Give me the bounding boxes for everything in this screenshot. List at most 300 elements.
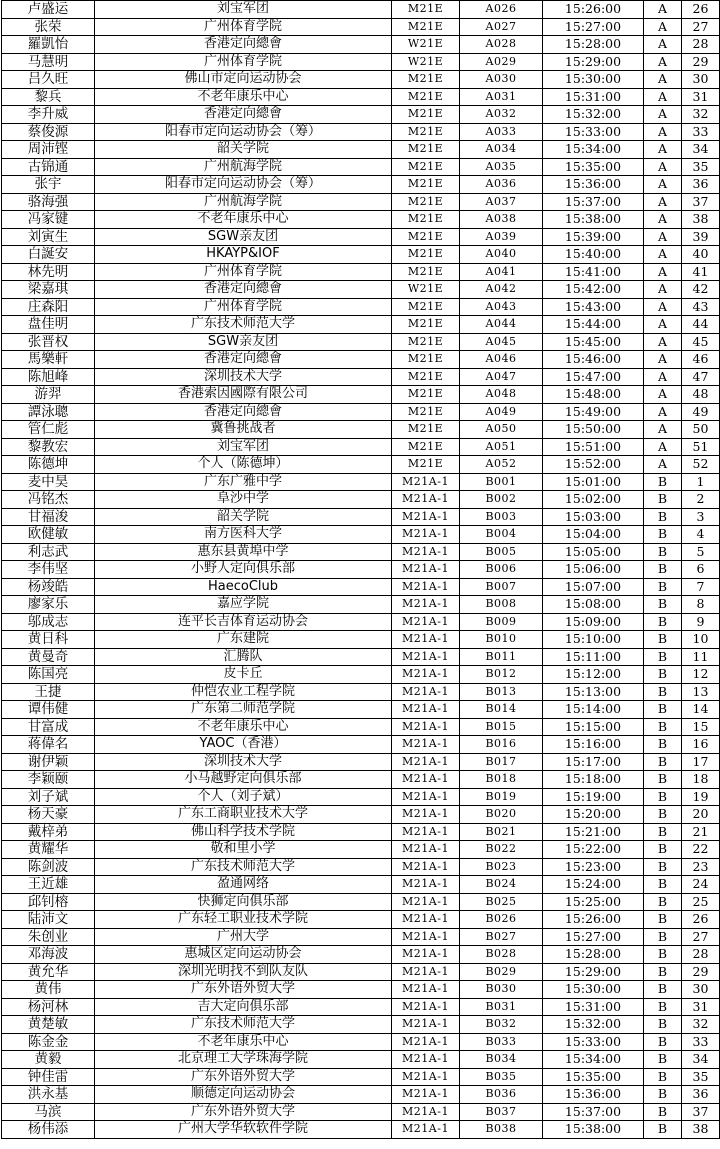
table-row <box>2 263 720 281</box>
bib-number-cell: A026 <box>460 1 543 19</box>
bib-number-cell: A034 <box>460 141 543 159</box>
start-time-cell: 15:43:00 <box>543 298 644 316</box>
runner-name-cell: 杨竣皓 <box>2 578 95 596</box>
start-group-cell: A <box>644 88 682 106</box>
runner-name-cell: 黄伟 <box>2 981 95 999</box>
class-cell: M21A-1 <box>392 701 460 719</box>
table-row <box>2 246 720 264</box>
club-cell: 刘宝军团 <box>95 438 392 456</box>
runner-name-cell: 盘佳明 <box>2 316 95 334</box>
start-order-cell: 35 <box>682 1068 720 1086</box>
start-time-cell: 15:39:00 <box>543 228 644 246</box>
runner-name-cell: 管仁彪 <box>2 421 95 439</box>
start-order-cell: 31 <box>682 88 720 106</box>
start-time-cell: 15:19:00 <box>543 788 644 806</box>
start-time-cell: 15:03:00 <box>543 508 644 526</box>
start-group-cell: A <box>644 193 682 211</box>
club-cell: 香港定向總會 <box>95 281 392 299</box>
table-row <box>2 351 720 369</box>
start-group-cell: B <box>644 893 682 911</box>
start-order-cell: 29 <box>682 53 720 71</box>
table-row <box>2 736 720 754</box>
start-group-cell: B <box>644 1016 682 1034</box>
start-group-cell: A <box>644 421 682 439</box>
bib-number-cell: B037 <box>460 1103 543 1121</box>
class-cell: M21E <box>392 123 460 141</box>
club-cell: 阳春市定向运动协会（筹） <box>95 123 392 141</box>
club-cell: 广州航海学院 <box>95 158 392 176</box>
runner-name-cell: 谭伟健 <box>2 701 95 719</box>
bib-number-cell: B014 <box>460 701 543 719</box>
start-group-cell: B <box>644 613 682 631</box>
runner-name-cell: 庄森阳 <box>2 298 95 316</box>
start-order-cell: 9 <box>682 613 720 631</box>
class-cell: M21E <box>392 228 460 246</box>
start-group-cell: A <box>644 298 682 316</box>
start-group-cell: A <box>644 211 682 229</box>
class-cell: M21A-1 <box>392 1121 460 1139</box>
bib-number-cell: B036 <box>460 1086 543 1104</box>
start-order-cell: 37 <box>682 1103 720 1121</box>
club-cell: 个人（陈德坤） <box>95 456 392 474</box>
class-cell: M21E <box>392 351 460 369</box>
start-order-cell: 30 <box>682 981 720 999</box>
bib-number-cell: B025 <box>460 893 543 911</box>
class-cell: M21E <box>392 106 460 124</box>
start-order-cell: 33 <box>682 1033 720 1051</box>
club-cell: 广州体育学院 <box>95 53 392 71</box>
table-row <box>2 123 720 141</box>
table-row <box>2 771 720 789</box>
start-time-cell: 15:06:00 <box>543 561 644 579</box>
start-order-cell: 34 <box>682 1051 720 1069</box>
class-cell: M21E <box>392 88 460 106</box>
runner-name-cell: 梁嘉琪 <box>2 281 95 299</box>
bib-number-cell: B006 <box>460 561 543 579</box>
club-cell: 广州航海学院 <box>95 193 392 211</box>
club-cell: 顺德定向运动协会 <box>95 1086 392 1104</box>
start-time-cell: 15:51:00 <box>543 438 644 456</box>
bib-number-cell: B032 <box>460 1016 543 1034</box>
runner-name-cell: 白誕安 <box>2 246 95 264</box>
club-cell: 广东工商职业技术大学 <box>95 806 392 824</box>
class-cell: M21E <box>392 421 460 439</box>
start-group-cell: B <box>644 648 682 666</box>
class-cell: M21A-1 <box>392 736 460 754</box>
table-row <box>2 333 720 351</box>
club-cell: 广东技术师范大学 <box>95 316 392 334</box>
runner-name-cell: 黎教宏 <box>2 438 95 456</box>
start-order-cell: 11 <box>682 648 720 666</box>
table-row <box>2 928 720 946</box>
class-cell: W21E <box>392 281 460 299</box>
start-order-cell: 28 <box>682 946 720 964</box>
start-order-cell: 6 <box>682 561 720 579</box>
start-time-cell: 15:01:00 <box>543 473 644 491</box>
start-time-cell: 15:36:00 <box>543 176 644 194</box>
start-group-cell: B <box>644 1051 682 1069</box>
start-group-cell: A <box>644 316 682 334</box>
start-group-cell: A <box>644 36 682 54</box>
class-cell: M21A-1 <box>392 543 460 561</box>
bib-number-cell: B023 <box>460 858 543 876</box>
start-order-cell: 20 <box>682 806 720 824</box>
table-row <box>2 386 720 404</box>
start-time-cell: 15:16:00 <box>543 736 644 754</box>
start-time-cell: 15:50:00 <box>543 421 644 439</box>
bib-number-cell: B004 <box>460 526 543 544</box>
start-time-cell: 15:31:00 <box>543 998 644 1016</box>
table-row <box>2 876 720 894</box>
class-cell: M21E <box>392 158 460 176</box>
runner-name-cell: 朱创业 <box>2 928 95 946</box>
start-group-cell: B <box>644 753 682 771</box>
start-list-rows <box>2 1 720 1139</box>
bib-number-cell: A042 <box>460 281 543 299</box>
class-cell: M21A-1 <box>392 491 460 509</box>
table-row <box>2 701 720 719</box>
runner-name-cell: 蔡俊源 <box>2 123 95 141</box>
class-cell: M21A-1 <box>392 526 460 544</box>
runner-name-cell: 邓海波 <box>2 946 95 964</box>
start-order-cell: 52 <box>682 456 720 474</box>
start-order-cell: 42 <box>682 281 720 299</box>
start-time-cell: 15:28:00 <box>543 36 644 54</box>
start-group-cell: A <box>644 1 682 19</box>
runner-name-cell: 陈旭峰 <box>2 368 95 386</box>
start-group-cell: B <box>644 1068 682 1086</box>
start-time-cell: 15:27:00 <box>543 18 644 36</box>
runner-name-cell: 杨伟添 <box>2 1121 95 1139</box>
bib-number-cell: B022 <box>460 841 543 859</box>
bib-number-cell: B013 <box>460 683 543 701</box>
runner-name-cell: 邱钊榕 <box>2 893 95 911</box>
table-row <box>2 316 720 334</box>
bib-number-cell: B017 <box>460 753 543 771</box>
runner-name-cell: 陈国亮 <box>2 666 95 684</box>
club-cell: 广东技术师范大学 <box>95 858 392 876</box>
table-row <box>2 613 720 631</box>
class-cell: M21A-1 <box>392 963 460 981</box>
start-order-cell: 27 <box>682 18 720 36</box>
class-cell: M21A-1 <box>392 1068 460 1086</box>
table-row <box>2 998 720 1016</box>
table-row <box>2 683 720 701</box>
bib-number-cell: A027 <box>460 18 543 36</box>
class-cell: W21E <box>392 36 460 54</box>
club-cell: 盈通网络 <box>95 876 392 894</box>
class-cell: M21E <box>392 386 460 404</box>
bib-number-cell: B021 <box>460 823 543 841</box>
table-row <box>2 1051 720 1069</box>
bib-number-cell: B027 <box>460 928 543 946</box>
table-row <box>2 193 720 211</box>
start-group-cell: B <box>644 876 682 894</box>
bib-number-cell: A039 <box>460 228 543 246</box>
start-group-cell: A <box>644 386 682 404</box>
start-time-cell: 15:38:00 <box>543 211 644 229</box>
bib-number-cell: A048 <box>460 386 543 404</box>
table-row <box>2 788 720 806</box>
club-cell: 仲恺农业工程学院 <box>95 683 392 701</box>
club-cell: 深圳光明找不到队友队 <box>95 963 392 981</box>
runner-name-cell: 马慧明 <box>2 53 95 71</box>
start-order-cell: 25 <box>682 893 720 911</box>
table-row <box>2 141 720 159</box>
bib-number-cell: B018 <box>460 771 543 789</box>
club-cell: 刘宝军团 <box>95 1 392 19</box>
club-cell: SGW亲友团 <box>95 228 392 246</box>
start-group-cell: B <box>644 981 682 999</box>
runner-name-cell: 李颖颐 <box>2 771 95 789</box>
club-cell: 广州体育学院 <box>95 263 392 281</box>
bib-number-cell: A043 <box>460 298 543 316</box>
start-order-cell: 28 <box>682 36 720 54</box>
runner-name-cell: 甘富成 <box>2 718 95 736</box>
class-cell: M21E <box>392 18 460 36</box>
club-cell: 个人（刘子斌） <box>95 788 392 806</box>
club-cell: 韶关学院 <box>95 141 392 159</box>
start-group-cell: B <box>644 928 682 946</box>
club-cell: 广东轻工职业技术学院 <box>95 911 392 929</box>
class-cell: M21E <box>392 193 460 211</box>
table-row <box>2 718 720 736</box>
runner-name-cell: 卢盛运 <box>2 1 95 19</box>
class-cell: M21A-1 <box>392 1016 460 1034</box>
bib-number-cell: B010 <box>460 631 543 649</box>
start-order-cell: 31 <box>682 998 720 1016</box>
runner-name-cell: 周沛铿 <box>2 141 95 159</box>
club-cell: 韶关学院 <box>95 508 392 526</box>
table-row <box>2 526 720 544</box>
start-time-cell: 15:29:00 <box>543 963 644 981</box>
start-time-cell: 15:14:00 <box>543 701 644 719</box>
table-row <box>2 281 720 299</box>
class-cell: M21A-1 <box>392 596 460 614</box>
start-time-cell: 15:29:00 <box>543 53 644 71</box>
runner-name-cell: 馬樂軒 <box>2 351 95 369</box>
class-cell: M21E <box>392 438 460 456</box>
bib-number-cell: B035 <box>460 1068 543 1086</box>
bib-number-cell: B007 <box>460 578 543 596</box>
runner-name-cell: 张宇 <box>2 176 95 194</box>
start-group-cell: A <box>644 456 682 474</box>
bib-number-cell: B031 <box>460 998 543 1016</box>
start-time-cell: 15:15:00 <box>543 718 644 736</box>
bib-number-cell: A037 <box>460 193 543 211</box>
bib-number-cell: B034 <box>460 1051 543 1069</box>
start-order-cell: 40 <box>682 246 720 264</box>
bib-number-cell: B024 <box>460 876 543 894</box>
table-row <box>2 421 720 439</box>
bib-number-cell: B002 <box>460 491 543 509</box>
start-order-cell: 17 <box>682 753 720 771</box>
bib-number-cell: A047 <box>460 368 543 386</box>
start-group-cell: B <box>644 1086 682 1104</box>
start-time-cell: 15:49:00 <box>543 403 644 421</box>
runner-name-cell: 譚泳聰 <box>2 403 95 421</box>
start-order-cell: 33 <box>682 123 720 141</box>
runner-name-cell: 邬成志 <box>2 613 95 631</box>
start-order-cell: 21 <box>682 823 720 841</box>
runner-name-cell: 陈金金 <box>2 1033 95 1051</box>
table-row <box>2 893 720 911</box>
start-group-cell: B <box>644 1103 682 1121</box>
start-group-cell: B <box>644 858 682 876</box>
table-row <box>2 211 720 229</box>
start-group-cell: B <box>644 1033 682 1051</box>
bib-number-cell: B008 <box>460 596 543 614</box>
bib-number-cell: A029 <box>460 53 543 71</box>
runner-name-cell: 古锦通 <box>2 158 95 176</box>
bib-number-cell: A049 <box>460 403 543 421</box>
bib-number-cell: B005 <box>460 543 543 561</box>
start-time-cell: 15:33:00 <box>543 123 644 141</box>
club-cell: 敬和里小学 <box>95 841 392 859</box>
bib-number-cell: B038 <box>460 1121 543 1139</box>
club-cell: 香港定向總會 <box>95 36 392 54</box>
runner-name-cell: 甘福浚 <box>2 508 95 526</box>
class-cell: M21A-1 <box>392 946 460 964</box>
bib-number-cell: A044 <box>460 316 543 334</box>
class-cell: M21A-1 <box>392 911 460 929</box>
start-order-cell: 22 <box>682 841 720 859</box>
start-order-cell: 32 <box>682 106 720 124</box>
start-time-cell: 15:11:00 <box>543 648 644 666</box>
club-cell: 深圳技术大学 <box>95 753 392 771</box>
start-group-cell: B <box>644 701 682 719</box>
start-time-cell: 15:41:00 <box>543 263 644 281</box>
start-group-cell: A <box>644 53 682 71</box>
club-cell: 不老年康乐中心 <box>95 1033 392 1051</box>
start-group-cell: B <box>644 946 682 964</box>
runner-name-cell: 李升威 <box>2 106 95 124</box>
start-order-cell: 32 <box>682 1016 720 1034</box>
start-time-cell: 15:25:00 <box>543 893 644 911</box>
bib-number-cell: A051 <box>460 438 543 456</box>
start-group-cell: A <box>644 351 682 369</box>
runner-name-cell: 谢伊颖 <box>2 753 95 771</box>
class-cell: M21A-1 <box>392 806 460 824</box>
start-time-cell: 15:18:00 <box>543 771 644 789</box>
table-row <box>2 71 720 89</box>
club-cell: 香港定向總會 <box>95 351 392 369</box>
table-row <box>2 1068 720 1086</box>
class-cell: M21E <box>392 246 460 264</box>
table-row <box>2 106 720 124</box>
start-group-cell: A <box>644 228 682 246</box>
club-cell: SGW亲友团 <box>95 333 392 351</box>
club-cell: 广东建院 <box>95 631 392 649</box>
club-cell: HKAYP&IOF <box>95 246 392 264</box>
start-group-cell: A <box>644 368 682 386</box>
start-order-cell: 18 <box>682 771 720 789</box>
start-time-cell: 15:34:00 <box>543 141 644 159</box>
runner-name-cell: 陆沛文 <box>2 911 95 929</box>
start-order-cell: 27 <box>682 928 720 946</box>
start-time-cell: 15:31:00 <box>543 88 644 106</box>
start-group-cell: B <box>644 491 682 509</box>
class-cell: M21A-1 <box>392 823 460 841</box>
runner-name-cell: 马滨 <box>2 1103 95 1121</box>
class-cell: M21A-1 <box>392 473 460 491</box>
start-order-cell: 41 <box>682 263 720 281</box>
start-order-cell: 30 <box>682 71 720 89</box>
bib-number-cell: B029 <box>460 963 543 981</box>
start-time-cell: 15:46:00 <box>543 351 644 369</box>
start-time-cell: 15:33:00 <box>543 1033 644 1051</box>
runner-name-cell: 欧健敏 <box>2 526 95 544</box>
runner-name-cell: 王捷 <box>2 683 95 701</box>
bib-number-cell: B001 <box>460 473 543 491</box>
club-cell: 广东技术师范大学 <box>95 1016 392 1034</box>
table-row <box>2 1086 720 1104</box>
club-cell: 连平长吉体育运动协会 <box>95 613 392 631</box>
table-row <box>2 158 720 176</box>
bib-number-cell: B019 <box>460 788 543 806</box>
club-cell: YAOC（香港） <box>95 736 392 754</box>
bib-number-cell: B016 <box>460 736 543 754</box>
start-order-cell: 5 <box>682 543 720 561</box>
runner-name-cell: 杨天豪 <box>2 806 95 824</box>
start-order-cell: 10 <box>682 631 720 649</box>
runner-name-cell: 陈德坤 <box>2 456 95 474</box>
club-cell: 广东外语外贸大学 <box>95 981 392 999</box>
class-cell: M21A-1 <box>392 561 460 579</box>
runner-name-cell: 骆海强 <box>2 193 95 211</box>
start-order-cell: 43 <box>682 298 720 316</box>
runner-name-cell: 黄日科 <box>2 631 95 649</box>
class-cell: M21E <box>392 211 460 229</box>
class-cell: M21A-1 <box>392 788 460 806</box>
start-time-cell: 15:48:00 <box>543 386 644 404</box>
start-group-cell: B <box>644 841 682 859</box>
runner-name-cell: 吕久旺 <box>2 71 95 89</box>
club-cell: 阳春市定向运动协会（筹） <box>95 176 392 194</box>
table-row <box>2 561 720 579</box>
start-order-cell: 13 <box>682 683 720 701</box>
table-row <box>2 36 720 54</box>
start-time-cell: 15:45:00 <box>543 333 644 351</box>
class-cell: M21A-1 <box>392 998 460 1016</box>
runner-name-cell: 黎兵 <box>2 88 95 106</box>
start-order-cell: 24 <box>682 876 720 894</box>
club-cell: 广州体育学院 <box>95 18 392 36</box>
class-cell: M21A-1 <box>392 981 460 999</box>
class-cell: M21A-1 <box>392 718 460 736</box>
class-cell: M21A-1 <box>392 1103 460 1121</box>
runner-name-cell: 黄楚敏 <box>2 1016 95 1034</box>
runner-name-cell: 张荣 <box>2 18 95 36</box>
start-group-cell: A <box>644 176 682 194</box>
start-group-cell: A <box>644 246 682 264</box>
table-row <box>2 963 720 981</box>
runner-name-cell: 李伟坚 <box>2 561 95 579</box>
start-time-cell: 15:36:00 <box>543 1086 644 1104</box>
class-cell: W21E <box>392 53 460 71</box>
start-order-cell: 2 <box>682 491 720 509</box>
table-row <box>2 666 720 684</box>
bib-number-cell: B011 <box>460 648 543 666</box>
bib-number-cell: A041 <box>460 263 543 281</box>
class-cell: M21E <box>392 263 460 281</box>
bib-number-cell: A032 <box>460 106 543 124</box>
table-row <box>2 1016 720 1034</box>
start-time-cell: 15:32:00 <box>543 106 644 124</box>
start-order-cell: 15 <box>682 718 720 736</box>
start-time-cell: 15:21:00 <box>543 823 644 841</box>
runner-name-cell: 黄耀华 <box>2 841 95 859</box>
